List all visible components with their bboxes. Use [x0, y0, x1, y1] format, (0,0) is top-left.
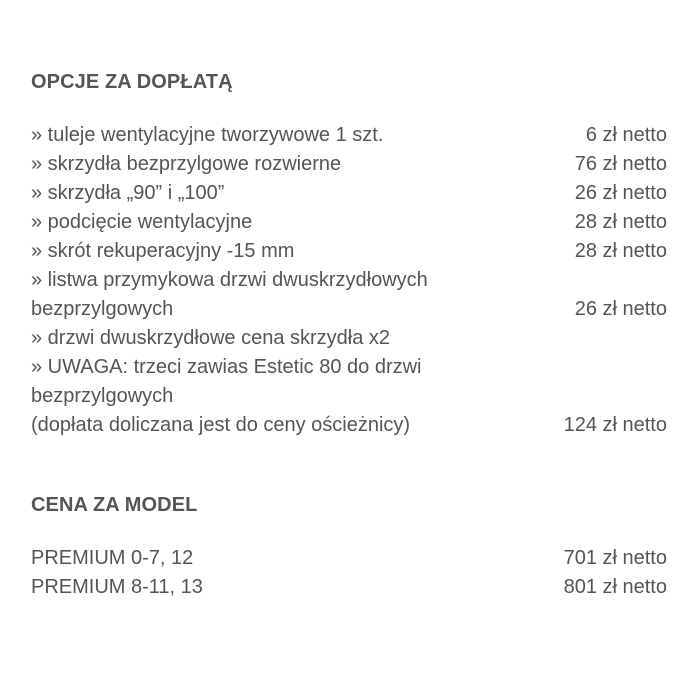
models-heading: CENA ZA MODEL: [31, 494, 198, 516]
option-label: » skrzydła „90” i „100”: [31, 182, 225, 204]
option-label: » podcięcie wentylacyjne: [31, 211, 253, 233]
option-row: [31, 150, 667, 179]
option-price: 26 zł netto: [574, 298, 667, 320]
option-row: [31, 208, 667, 237]
options-list: [31, 121, 667, 440]
models-list: [31, 544, 667, 602]
option-price: 26 zł netto: [574, 182, 667, 204]
option-row: [31, 121, 667, 150]
model-price: 801 zł netto: [563, 576, 667, 598]
options-heading: OPCJE ZA DOPŁATĄ: [31, 71, 233, 93]
option-price: 6 zł netto: [585, 124, 667, 146]
option-price: 124 zł netto: [563, 414, 667, 436]
option-price: 76 zł netto: [574, 153, 667, 175]
models-section: [31, 491, 667, 602]
options-section: [31, 68, 667, 440]
option-row: [31, 266, 667, 324]
option-row: [31, 324, 667, 353]
model-label: PREMIUM 8-11, 13: [31, 576, 203, 598]
model-row: [31, 573, 667, 602]
option-label: » listwa przymykowa drzwi dwuskrzydłowych bezprzylgowych: [31, 269, 428, 320]
model-label: PREMIUM 0-7, 12: [31, 547, 194, 569]
option-row: [31, 353, 667, 440]
option-label: » skrót rekuperacyjny -15 mm: [31, 240, 295, 262]
model-price: 701 zł netto: [563, 547, 667, 569]
option-row: [31, 179, 667, 208]
model-row: [31, 544, 667, 573]
option-label: » skrzydła bezprzylgowe rozwierne: [31, 153, 342, 175]
option-row: [31, 237, 667, 266]
option-price: 28 zł netto: [574, 240, 667, 262]
option-price: 28 zł netto: [574, 211, 667, 233]
option-label: » UWAGA: trzeci zawias Estetic 80 do drzwi bezprzylgowych (dopłata doliczana jest do ceny ościeżnicy): [31, 356, 422, 436]
option-label: » drzwi dwuskrzydłowe cena skrzydła x2: [31, 327, 391, 349]
option-label: » tuleje wentylacyjne tworzywowe 1 szt.: [31, 124, 384, 146]
